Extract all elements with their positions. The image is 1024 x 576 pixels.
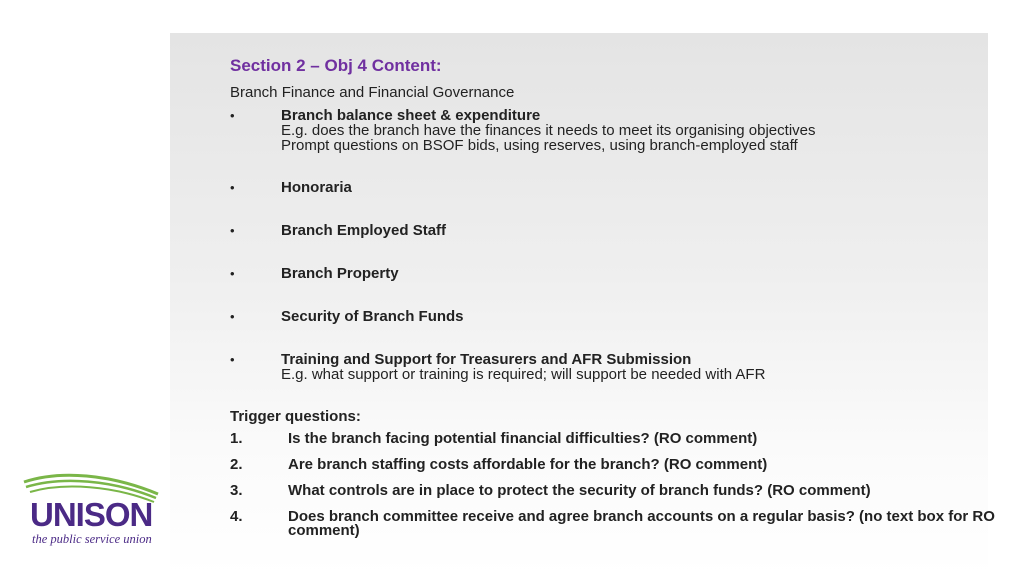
trigger-question-list xyxy=(230,432,1010,538)
slide-subtitle: Branch Finance and Financial Governance xyxy=(230,84,515,101)
question-text: Does branch committee receive and agree branch accounts on a regular basis? (no text box for RO comment) xyxy=(288,508,995,539)
topic-heading: Branch Property xyxy=(281,265,399,282)
trigger-question xyxy=(230,510,1010,538)
question-text: Are branch staffing costs affordable for the branch? (RO comment) xyxy=(288,456,768,473)
topic-item xyxy=(230,108,1010,153)
topic-list xyxy=(230,108,1010,382)
topic-item xyxy=(230,309,1010,324)
trigger-questions-heading: Trigger questions: xyxy=(230,408,361,425)
topic-detail: E.g. what support or training is required; will support be needed with AFR xyxy=(281,366,766,383)
slide-content xyxy=(230,56,1010,550)
topic-detail: Prompt questions on BSOF bids, using reserves, using branch-employed staff xyxy=(281,137,798,154)
bullet-marker: • xyxy=(230,352,235,367)
question-number: 4. xyxy=(230,508,243,525)
trigger-question xyxy=(230,458,1010,472)
topic-item xyxy=(230,352,1010,382)
topic-item xyxy=(230,266,1010,281)
topic-heading: Branch Employed Staff xyxy=(281,222,447,239)
unison-logo xyxy=(20,472,165,552)
bullet-marker: • xyxy=(230,309,235,324)
topic-item xyxy=(230,180,1010,195)
question-number: 3. xyxy=(230,482,243,499)
bullet-marker: • xyxy=(230,108,235,123)
topic-heading: Honoraria xyxy=(281,179,352,196)
logo-wordmark: UNISON xyxy=(30,496,153,533)
topic-heading: Training and Support for Treasurers and AFR Submission xyxy=(281,351,692,368)
bullet-marker: • xyxy=(230,266,235,281)
topic-heading: Security of Branch Funds xyxy=(281,308,464,325)
question-number: 1. xyxy=(230,430,243,447)
question-number: 2. xyxy=(230,456,243,473)
topic-heading: Branch balance sheet & expenditure xyxy=(281,107,541,124)
logo-tagline: the public service union xyxy=(32,532,152,546)
topic-item xyxy=(230,223,1010,238)
bullet-marker: • xyxy=(230,223,235,238)
slide-title: Section 2 – Obj 4 Content: xyxy=(230,56,442,75)
topic-detail: E.g. does the branch have the finances it needs to meet its organising objectives xyxy=(281,122,816,139)
bullet-marker: • xyxy=(230,180,235,195)
question-text: Is the branch facing potential financial difficulties? (RO comment) xyxy=(288,430,758,447)
trigger-question xyxy=(230,484,1010,498)
trigger-question xyxy=(230,432,1010,446)
question-text: What controls are in place to protect the security of branch funds? (RO comment) xyxy=(288,482,871,499)
